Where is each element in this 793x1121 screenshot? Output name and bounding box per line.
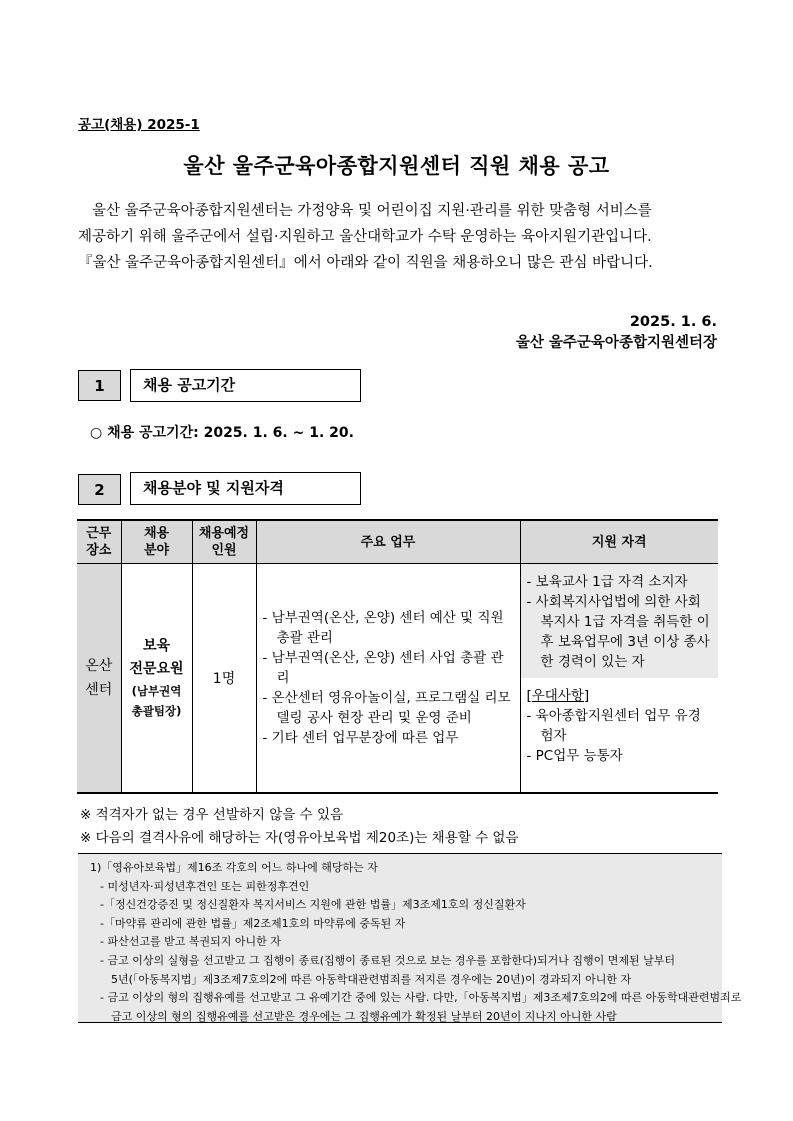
duty-item: - 기타 센터 업무분장에 따른 업무 — [262, 729, 459, 746]
disq-item: - 미성년자·피성년후견인 또는 피한정후견인 — [100, 879, 310, 893]
duty-item: - 온산센터 영유아놀이실, 프로그램실 리모델링 공사 현장 관리 및 운영 준비 — [262, 689, 511, 726]
note-1: ※ 적격자가 없는 경우 선발하지 않을 수 있음 — [80, 807, 344, 823]
disq-item: -「마약류 관리에 관한 법률」제2조제1호의 마약류에 중독된 자 — [100, 916, 406, 930]
notice-code: 공고(채용) 2025-1 — [78, 117, 200, 133]
issue-date: 2025. 1. 6. — [629, 314, 717, 330]
disqualification-box — [78, 853, 742, 1023]
disq-intro: 1)「영유아보육법」제16조 각호의 어느 하나에 해당하는 자 — [90, 861, 378, 874]
preferred-item: - 육아종합지원센터 업무 유경험자 — [526, 708, 701, 744]
required-qualifications — [521, 564, 719, 678]
section-1-title: 채용 공고기간 — [130, 369, 361, 402]
section-2-title: 채용분야 및 지원자격 — [130, 472, 361, 505]
cell-field: 보육 전문요원 (남부권역 총괄팀장) — [121, 564, 192, 793]
header-duties: 주요 업무 — [256, 520, 520, 564]
disq-item: - 금고 이상의 형의 집행유예를 선고받고 그 유예기간 중에 있는 사람. 다만,「아동복지법」제3조제7호의2에 따른 아동학대관련범죄로 — [100, 991, 742, 1005]
header-location: 근무 장소 — [77, 520, 121, 564]
header-field: 채용 분야 — [121, 520, 192, 564]
recruitment-table — [77, 519, 718, 794]
recruitment-period: ○ 채용 공고기간: 2025. 1. 6. ~ 1. 20. — [90, 425, 354, 441]
section-2-number: 2 — [78, 474, 121, 505]
cell-duties — [256, 564, 520, 793]
disq-item-continued: 금고 이상의 형의 집행유예를 선고받은 경우에는 그 집행유예가 확정된 날부터 20년이 지나지 아니한 사람 — [111, 1009, 617, 1023]
disq-item-continued: 5년(「아동복지법」제3조제7호의2에 따른 아동학대관련범죄를 저지른 경우에는 20년)이 경과되지 아니한 자 — [111, 972, 632, 986]
disq-item: - 파산선고를 받고 복권되지 아니한 자 — [100, 935, 281, 949]
intro-line-1: 울산 울주군육아종합지원센터는 가정양육 및 어린이집 지원·관리를 위한 맞춤형 서비스를 — [92, 203, 652, 219]
intro-line-2: 제공하기 위해 울주군에서 설립·지원하고 울산대학교가 수탁 운영하는 육아지원기관입니다. — [78, 229, 652, 245]
preferred-label: [우대사항] — [526, 688, 590, 704]
header-qualifications: 지원 자격 — [520, 520, 718, 564]
table-row — [77, 564, 718, 793]
cell-count: 1명 — [192, 564, 256, 793]
cell-qualifications — [520, 564, 718, 793]
note-2: ※ 다음의 결격사유에 해당하는 자(영유아보육법 제20조)는 채용할 수 없음 — [80, 830, 519, 846]
page-title: 울산 울주군육아종합지원센터 직원 채용 공고 — [183, 154, 610, 178]
table-header-row — [77, 520, 718, 564]
qual-item: - 사회복지사업법에 의한 사회복지사 1급 자격을 취득한 이후 보육업무에 3년 이상 종사한 경력이 있는 자 — [526, 594, 710, 670]
intro-line-3: 『울산 울주군육아종합지원센터』에서 아래와 같이 직원을 채용하오니 많은 관심 바랍니다. — [78, 255, 653, 271]
section-1-number: 1 — [78, 370, 121, 401]
duty-item: - 남부권역(온산, 온양) 센터 예산 및 직원 총괄 관리 — [262, 609, 504, 646]
disq-item: -「정신건강증진 및 정신질환자 복지서비스 지원에 관한 법률」제3조제1호의 정신질환자 — [100, 898, 526, 912]
preferred-qualifications — [521, 678, 719, 772]
disq-item: - 금고 이상의 실형을 선고받고 그 집행이 종료(집행이 종료된 것으로 보는 경우를 포함한다)되거나 집행이 면제된 날부터 — [100, 953, 676, 967]
issuer: 울산 울주군육아종합지원센터장 — [515, 335, 717, 351]
cell-location: 온산 센터 — [77, 564, 121, 793]
header-count: 채용예정 인원 — [192, 520, 256, 564]
preferred-item: - PC업무 능통자 — [526, 748, 623, 764]
qual-item: - 보육교사 1급 자격 소지자 — [526, 574, 688, 590]
issue-block — [516, 312, 717, 354]
duty-item: - 남부권역(온산, 온양) 센터 사업 총괄 관리 — [262, 649, 504, 686]
intro-paragraph — [78, 198, 718, 276]
